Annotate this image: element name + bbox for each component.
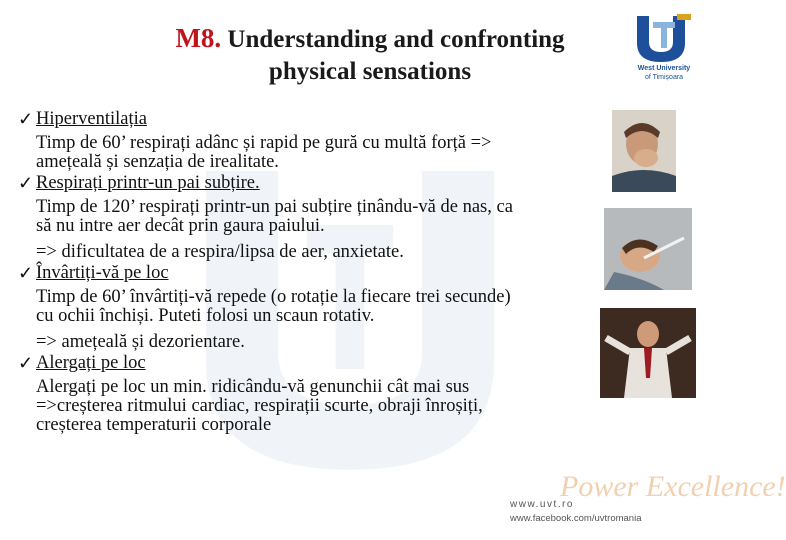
item-result: => dificultatea de a respira/lipsa de aer, anxietate. [36,242,404,262]
uvt-logo-icon [633,12,695,64]
footer-brand: Power Excellence! [560,470,786,503]
list-item-running [18,354,618,373]
description-line: creșterea temperaturii corporale [36,415,272,435]
item-description [36,288,618,326]
slide-title [100,22,640,88]
item-description [36,134,618,172]
description-line: cu ochii închiși. Puteti folosi un scaun rotativ. [36,306,375,326]
check-icon: ✓ [18,263,34,283]
photo-hyperventilating-man [612,110,676,192]
description-line: Timp de 60’ respirați adânc și rapid pe gură cu multă forță => [36,133,492,153]
university-logo [628,12,700,82]
title-line-2: physical sensations [268,58,472,85]
exercise-list [18,108,618,435]
module-code: M8. [175,23,222,53]
item-description [36,198,618,236]
footer-website-link[interactable]: www.uvt.ro [510,499,574,510]
list-item-straw [18,174,618,193]
check-icon: ✓ [18,353,34,373]
description-line: Timp de 120’ respirați printr-un pai subțire ținându-vă de nas, ca [36,197,513,217]
item-label: Alergați pe loc [36,353,146,373]
description-line: =>creșterea ritmului cardiac, respirații scurte, obraji înroșiți, [36,396,483,416]
photo-spinning-man [600,308,696,398]
description-line: Alergați pe loc un min. ridicându-vă genunchii cât mai sus [36,377,470,397]
photo-man-with-straw [604,208,692,290]
item-label: Învârtiți-vă pe loc [36,263,169,283]
description-line: Timp de 60’ învârtiți-vă repede (o rotație la fiecare trei secunde) [36,287,511,307]
item-description [36,378,618,435]
footer-facebook-link[interactable]: www.facebook.com/uvtromania [510,513,642,524]
list-item-spinning [18,264,618,283]
title-line-1: Understanding and confronting [227,26,565,53]
description-line: amețeală și senzația de irealitate. [36,152,279,172]
item-label: Hiperventilația [36,109,147,129]
logo-caption-2: of Timișoara [644,74,684,81]
description-line: să nu intre aer decât prin gaura paiului. [36,216,325,236]
item-result: => amețeală și dezorientare. [36,332,245,352]
list-item-hyperventilation [18,110,618,129]
check-icon: ✓ [18,173,34,193]
logo-caption-1: West University [637,65,691,72]
check-icon: ✓ [18,109,34,129]
item-label: Respirați printr-un pai subțire. [36,173,260,193]
